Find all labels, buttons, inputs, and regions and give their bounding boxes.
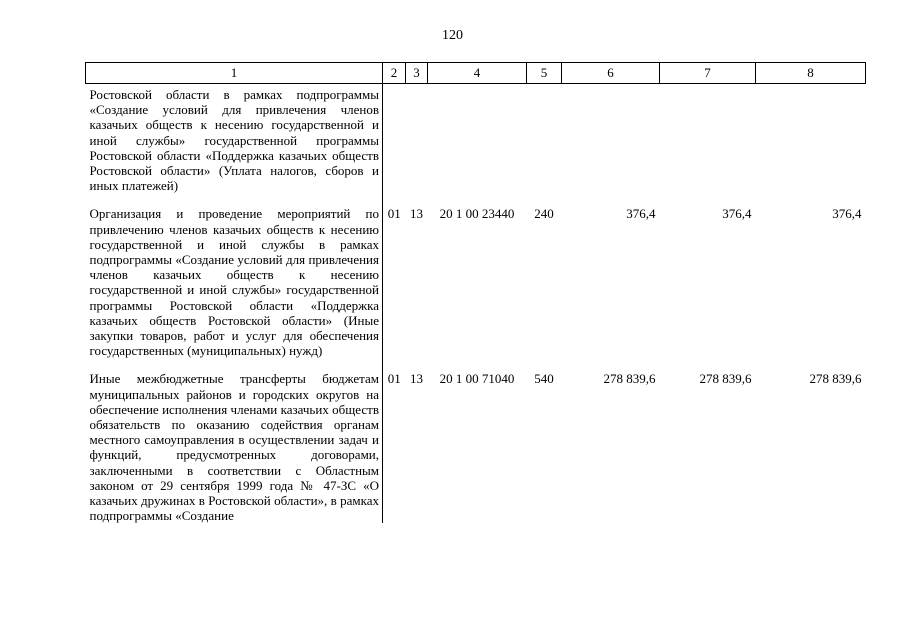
row-amount-3: 278 839,6 — [809, 371, 862, 387]
row-target-code: 20 1 00 23440 — [439, 206, 515, 222]
table-row — [86, 84, 866, 207]
row-target-code — [428, 84, 527, 207]
row-description: Организация и проведение мероприятий по привлечению членов казачьих обществ к несению государственной и иной службы в рамках подпрограммы «Создание условий для привлечения членов казачьих обществ к несению государственной и иной службы» государственной программы Ростовской области «Поддержка казачьих обществ Ростовской области» (Иные закупки товаров, работ и услуг для обеспечения государственных (муниципальных) нужд) — [86, 206, 383, 371]
row-target-code: 20 1 00 71040 — [439, 371, 515, 387]
row-amount-2: 376,4 — [722, 206, 752, 222]
header-col-4: 4 — [428, 63, 527, 84]
budget-table — [85, 62, 866, 523]
table-header — [86, 63, 866, 84]
row-section — [383, 84, 406, 207]
row-amount-1: 376,4 — [626, 206, 656, 222]
header-col-3: 3 — [406, 63, 428, 84]
header-col-5: 5 — [527, 63, 562, 84]
table-row — [86, 371, 866, 523]
row-amount-2: 278 839,6 — [699, 371, 752, 387]
row-subsection: 13 — [410, 371, 423, 387]
row-description: Ростовской области в рамках подпрограммы «Создание условий для привлечения членов казачьих обществ к несению государственной и иной службы» государственной программы Ростовской области «Поддержка казачьих обществ Ростовской области» (Уплата налогов, сборов и иных платежей) — [86, 84, 383, 207]
header-col-6: 6 — [562, 63, 660, 84]
table-body — [86, 84, 866, 524]
header-col-8: 8 — [756, 63, 866, 84]
row-amount-3: 376,4 — [832, 206, 862, 222]
row-subsection: 13 — [410, 206, 423, 222]
table-row — [86, 206, 866, 371]
page-number: 120 — [442, 28, 463, 43]
row-amount-2 — [660, 84, 756, 207]
row-description: Иные межбюджетные трансферты бюджетам муниципальных районов и городских округов на обеспечение исполнения членами казачьих обществ обязательств по оказанию содействия органам местного самоуправления в осуществлении задач и функций, предусмотренных договорами, заключенными в соответствии с Областным законом от 29 сентября 1999 года № 47-ЗС «О казачьих дружинах в Ростовской области», в рамках подпрограммы «Создание — [86, 371, 383, 523]
row-section: 01 — [387, 206, 401, 222]
row-amount-1 — [562, 84, 660, 207]
header-col-2: 2 — [383, 63, 406, 84]
row-amount-3 — [756, 84, 866, 207]
row-amount-1: 278 839,6 — [603, 371, 656, 387]
row-section: 01 — [387, 371, 401, 387]
row-expense-type: 540 — [534, 371, 554, 387]
row-expense-type — [527, 84, 562, 207]
header-col-1: 1 — [86, 63, 383, 84]
header-col-7: 7 — [660, 63, 756, 84]
row-subsection — [406, 84, 428, 207]
row-expense-type: 240 — [534, 206, 554, 222]
header-row — [86, 63, 866, 84]
